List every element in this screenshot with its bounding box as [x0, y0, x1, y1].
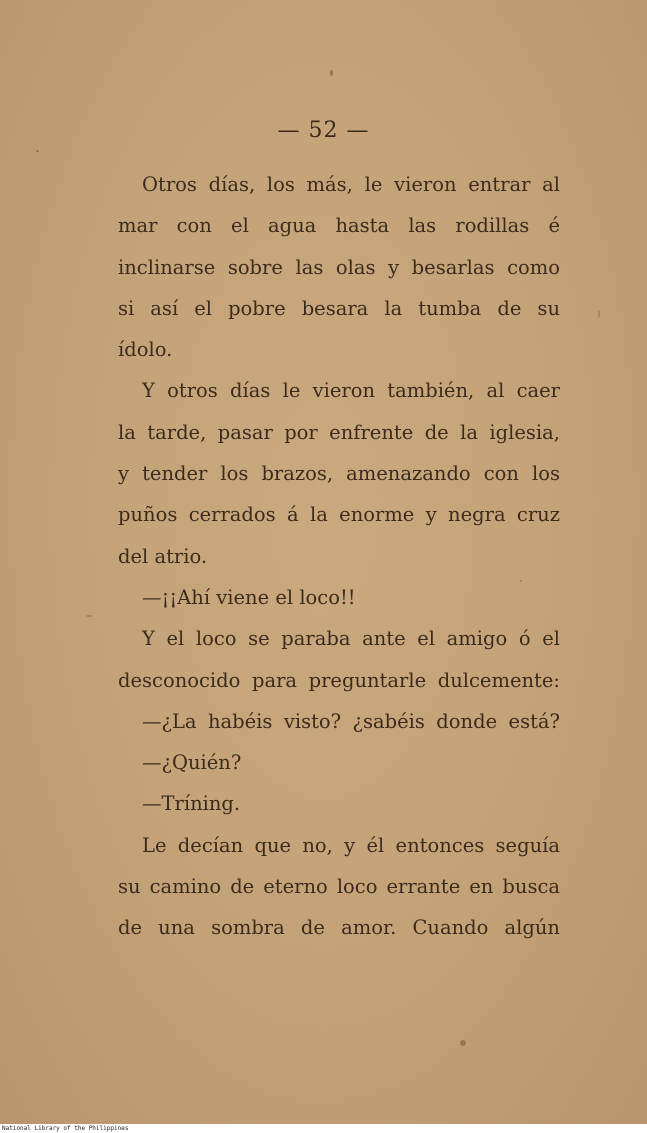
- text-line: Le decían que no, y él entonces seguía: [142, 833, 560, 857]
- text-line: mar con el agua hasta las rodillas é: [118, 214, 560, 238]
- text-line: —¿La habéis visto? ¿sabéis donde está?: [142, 709, 560, 733]
- text-line: su camino de eterno loco errante en busca: [118, 875, 560, 899]
- ink-speck: [330, 70, 333, 76]
- text-line: —¡¡Ahí viene el loco!!: [142, 585, 356, 609]
- text-line: si así el pobre besara la tumba de su: [118, 296, 560, 320]
- ink-speck: [460, 1040, 466, 1046]
- text-line: —¿Quién?: [142, 751, 242, 775]
- text-line: la tarde, pasar por enfrente de la iglesia,: [118, 420, 560, 444]
- ink-speck: [86, 615, 92, 617]
- ink-speck: [36, 150, 39, 152]
- text-line: inclinarse sobre las olas y besarlas como: [118, 255, 560, 279]
- page-number: — 52 —: [277, 118, 370, 143]
- text-line: ídolo.: [118, 338, 173, 362]
- library-credit: National Library of the Philippines: [2, 1125, 129, 1132]
- footer-strip: [0, 1124, 647, 1133]
- text-line: y tender los brazos, amenazando con los: [118, 462, 560, 486]
- text-line: —Tríning.: [142, 792, 241, 816]
- text-line: de una sombra de amor. Cuando algún: [118, 916, 560, 940]
- text-line: Y el loco se paraba ante el amigo ó el: [142, 627, 560, 651]
- text-line: del atrio.: [118, 544, 208, 568]
- ink-speck: [598, 310, 600, 318]
- text-line: Otros días, los más, le vieron entrar al: [142, 173, 560, 196]
- body-text: [118, 164, 560, 949]
- text-line: Y otros días le vieron también, al caer: [142, 379, 560, 403]
- text-line: desconocido para preguntarle dulcemente:: [118, 668, 560, 692]
- text-line: puños cerrados á la enorme y negra cruz: [118, 503, 560, 527]
